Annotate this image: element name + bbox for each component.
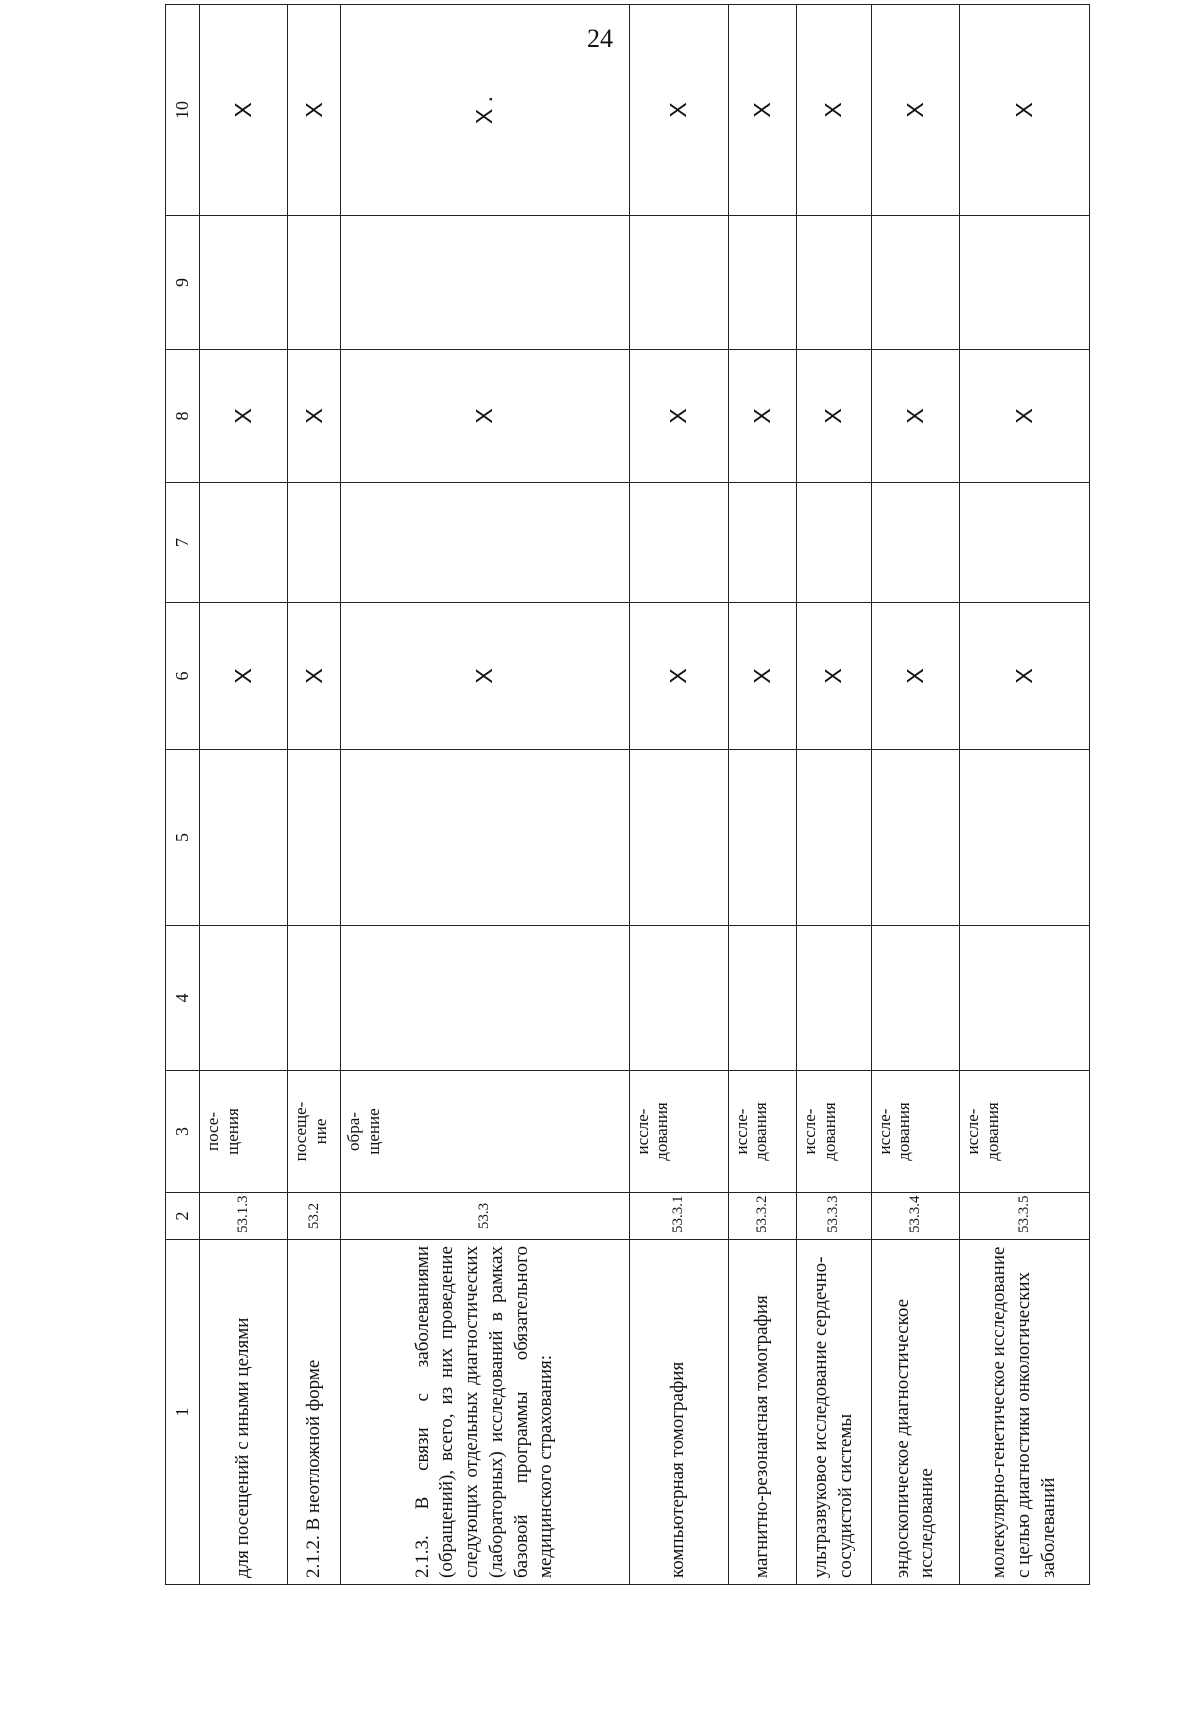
empty-cell [629,483,728,603]
column-number: 4 [166,926,200,1071]
cell-mark-col-10: X [288,5,341,216]
cell-mark-col-6: X [797,603,872,750]
table-row [341,5,630,1585]
table-row [288,5,341,1585]
cell-mark-col-8: X [629,350,728,483]
empty-cell [871,216,959,350]
table-body [166,5,1090,1585]
empty-cell [959,926,1089,1071]
empty-cell [797,926,872,1071]
row-unit: иссле- дования [959,1071,1089,1193]
cell-mark-col-10: X [959,5,1089,216]
row-label: эндоскопическое диагностическое исследование [871,1240,959,1585]
rotated-table [165,95,1090,1585]
row-label: магнитно-резонансная томография [728,1240,796,1585]
row-label: 2.1.2. В неотложной форме [288,1240,341,1585]
empty-cell [797,750,872,926]
cell-mark-col-10: X [629,5,728,216]
row-unit: обра- щение [341,1071,630,1193]
column-number: 5 [166,750,200,926]
empty-cell [959,483,1089,603]
table-row [728,5,796,1585]
empty-cell [200,750,288,926]
column-number: 1 [166,1240,200,1585]
empty-cell [797,216,872,350]
empty-cell [341,750,630,926]
row-label: ультразвуковое исследование сердечно-сосудистой системы [797,1240,872,1585]
empty-cell [629,216,728,350]
cell-mark-col-6: X [728,603,796,750]
cell-mark-col-8: X [797,350,872,483]
column-number: 3 [166,1071,200,1193]
row-label: молекулярно-генетическое исследование с целью диагностики онкологических заболеваний [959,1240,1089,1585]
cell-mark-col-10: X [871,5,959,216]
cell-mark-col-10: X [200,5,288,216]
table-row [629,5,728,1585]
cell-mark-col-8: X [871,350,959,483]
row-unit: иссле- дования [728,1071,796,1193]
empty-cell [728,926,796,1071]
table-row [959,5,1089,1585]
empty-cell [797,483,872,603]
row-unit: посе- щения [200,1071,288,1193]
row-label: компьютерная томография [629,1240,728,1585]
row-code: 53.1.3 [200,1193,288,1240]
cell-mark-col-8: X [200,350,288,483]
empty-cell [959,750,1089,926]
cell-mark-col-6: X [200,603,288,750]
rotated-table-wrapper [165,95,1090,1585]
row-unit: посеще- ние [288,1071,341,1193]
empty-cell [200,483,288,603]
cell-mark-col-6: X [341,603,630,750]
column-number-row [166,5,200,1585]
table-row [871,5,959,1585]
row-code: 53.3.5 [959,1193,1089,1240]
empty-cell [871,483,959,603]
row-code: 53.3.1 [629,1193,728,1240]
empty-cell [728,750,796,926]
row-label: для посещений с иными целями [200,1240,288,1585]
row-label: 2.1.3. В связи с заболеваниями (обращений), всего, из них проведение следующих отдельных диагностических (лабораторных) исследований в рамках базовой программы обязательного медицинского страхования: [341,1240,630,1585]
column-number: 9 [166,216,200,350]
empty-cell [288,926,341,1071]
column-number: 7 [166,483,200,603]
row-code: 53.3.2 [728,1193,796,1240]
empty-cell [341,483,630,603]
empty-cell [871,926,959,1071]
cell-mark-col-8: X [959,350,1089,483]
empty-cell [629,750,728,926]
column-number: 8 [166,350,200,483]
empty-cell [288,216,341,350]
empty-cell [341,216,630,350]
column-number: 6 [166,603,200,750]
row-unit: иссле- дования [629,1071,728,1193]
empty-cell [728,483,796,603]
cell-mark-col-8: X [288,350,341,483]
row-unit: иссле- дования [871,1071,959,1193]
cell-mark-col-6: X [959,603,1089,750]
column-number: 10 [166,5,200,216]
cell-mark-col-10: X [797,5,872,216]
empty-cell [341,926,630,1071]
empty-cell [288,483,341,603]
cell-mark-col-10: X [728,5,796,216]
row-code: 53.3 [341,1193,630,1240]
cell-mark-col-6: X [288,603,341,750]
data-table [165,4,1090,1585]
empty-cell [200,926,288,1071]
row-code: 53.3.3 [797,1193,872,1240]
row-unit: иссле- дования [797,1071,872,1193]
cell-mark-col-10: X . [341,5,630,216]
column-number: 2 [166,1193,200,1240]
cell-mark-col-8: X [728,350,796,483]
empty-cell [728,216,796,350]
empty-cell [871,750,959,926]
row-code: 53.3.4 [871,1193,959,1240]
empty-cell [629,926,728,1071]
page-number: 24 [587,24,613,53]
cell-mark-col-6: X [871,603,959,750]
cell-mark-col-8: X [341,350,630,483]
row-code: 53.2 [288,1193,341,1240]
empty-cell [200,216,288,350]
table-row [200,5,288,1585]
empty-cell [288,750,341,926]
cell-mark-col-6: X [629,603,728,750]
table-row [797,5,872,1585]
empty-cell [959,216,1089,350]
